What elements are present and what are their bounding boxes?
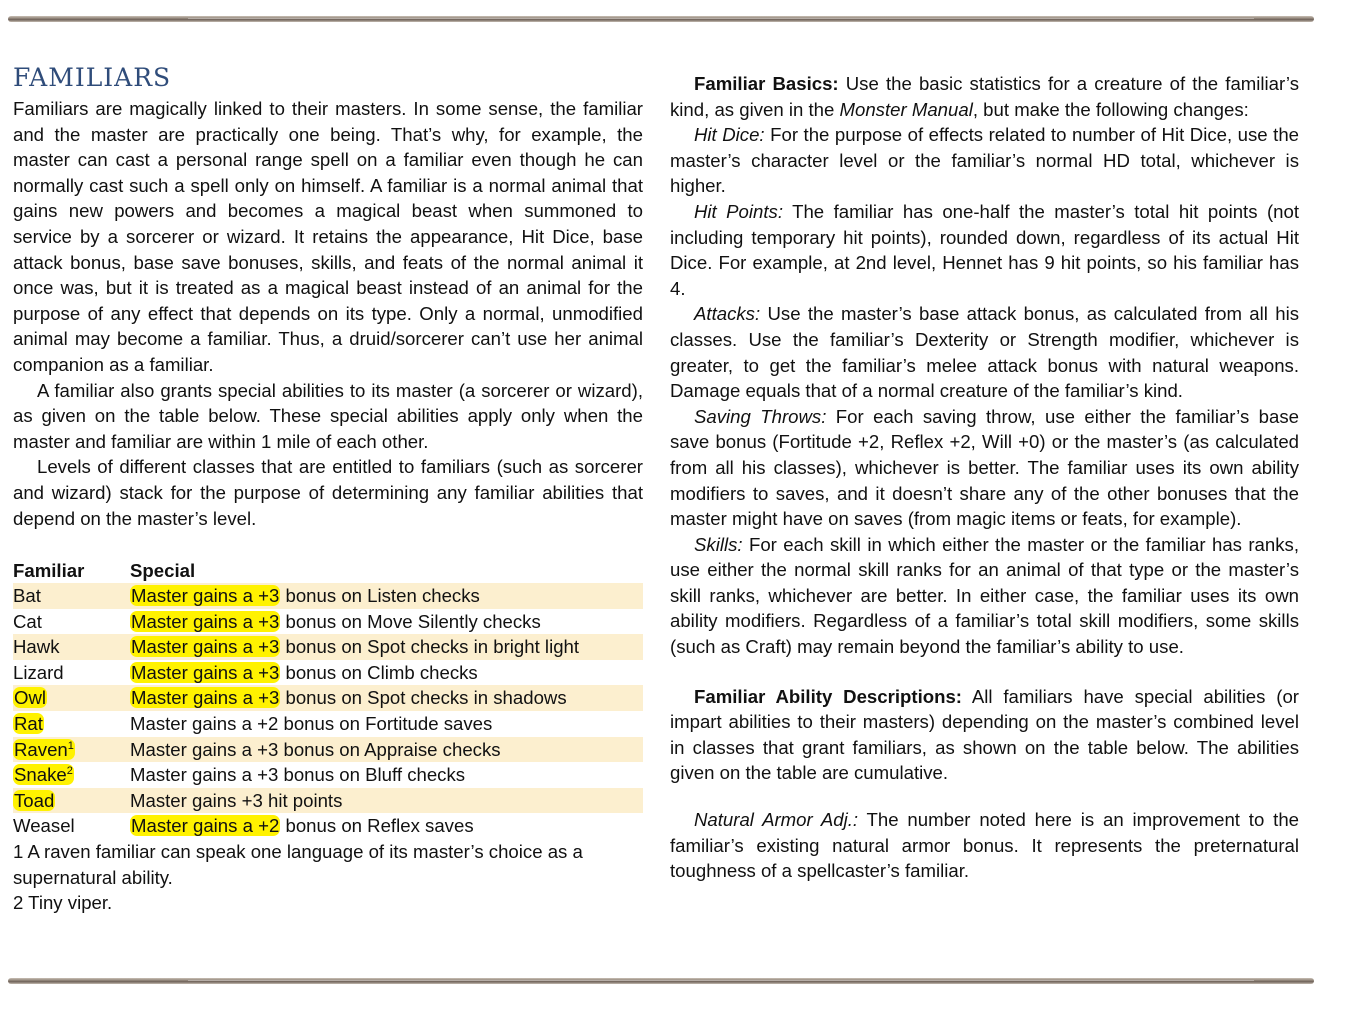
familiar-name: [13, 790, 55, 811]
familiar-name-text: Weasel: [13, 815, 75, 837]
familiar-name-cell: [13, 737, 130, 763]
familiar-basics-text-end: , but make the following changes:: [972, 98, 1249, 120]
special-cell: [130, 813, 643, 839]
familiar-name-text: Hawk: [13, 636, 60, 658]
familiar-name-cell: [13, 609, 130, 635]
hit-points-text: The familiar has one-half the master’s total hit points (not including temporary hit points), rounded down, regardless of its actual Hit Dice. For example, at 2nd level, Hennet has 9 hit points, so his familiar has 4.: [670, 200, 1299, 299]
saving-throws-paragraph: [670, 404, 1299, 532]
familiar-name-cell: [13, 788, 130, 814]
monster-manual-title: Monster Manual: [839, 98, 973, 120]
familiar-name: [13, 636, 60, 657]
left-column: [13, 62, 643, 916]
levels-paragraph: Levels of different classes that are entitled to familiars (such as sorcerer and wizard) stack for the purpose of determining any familiar abilities that depend on the master’s level.: [13, 456, 643, 529]
familiar-name-cell: [13, 634, 130, 660]
table-row: [13, 762, 643, 788]
ability-descriptions-label: Familiar Ability Descriptions:: [694, 685, 962, 707]
table-row: [13, 660, 643, 686]
highlighted-special-text: Master gains a +3: [131, 636, 280, 658]
familiar-name-text: Rat: [14, 713, 43, 735]
table-row: [13, 711, 643, 737]
special-cell: [130, 583, 643, 609]
right-column: [670, 71, 1299, 884]
familiar-table: [13, 557, 643, 839]
table-row: [13, 813, 643, 839]
special-cell: [130, 737, 643, 763]
table-row: [13, 634, 643, 660]
ability-descriptions-text: All familiars have special abilities (or impart abilities to their masters) depending on the master’s combined level in classes that grant familiars, as shown on the table below. The abilities given on the table are cumulative.: [670, 685, 1299, 784]
footnote-2: 2 Tiny viper.: [13, 892, 113, 914]
hit-dice-paragraph: [670, 122, 1299, 199]
special-text: bonus on Spot checks in shadows: [280, 687, 567, 709]
footnote-marker: 2: [66, 765, 73, 778]
familiar-name-text: Raven: [14, 738, 68, 760]
familiar-name-cell: [13, 583, 130, 609]
familiar-name-text: Toad: [14, 789, 55, 811]
special-cell: [130, 762, 643, 788]
familiar-name: [13, 687, 47, 708]
skills-label: Skills:: [694, 533, 743, 555]
special-text: Master gains a +3 bonus on Bluff checks: [130, 764, 466, 786]
familiar-name-text: Bat: [13, 585, 41, 607]
hit-points-paragraph: [670, 199, 1299, 301]
table-header-row: [13, 557, 643, 583]
familiar-name: [13, 739, 75, 760]
natural-armor-text: The number noted here is an improvement to the familiar’s existing natural armor bonus. It represents the preternatural toughness of a spellcaster’s familiar.: [670, 809, 1300, 882]
top-decorative-rule: [8, 16, 1314, 22]
special-text: bonus on Listen checks: [280, 585, 480, 607]
table-row: [13, 609, 643, 635]
natural-armor-label: Natural Armor Adj.:: [694, 809, 859, 831]
bottom-decorative-rule: [8, 978, 1314, 984]
ability-descriptions-paragraph: [670, 684, 1299, 786]
familiar-name-cell: [13, 762, 130, 788]
table-row: [13, 788, 643, 814]
highlighted-special-text: Master gains a +3: [131, 687, 280, 709]
special-text: bonus on Reflex saves: [280, 815, 474, 837]
skills-text: For each skill in which either the master or the familiar has ranks, use either the normal skill ranks for an animal of that type or the master’s skill ranks, whichever are better. In either case, the familiar uses its own ability modifiers. Regardless of a familiar’s total skill modifiers, some skills (such as Craft) may remain beyond the familiar’s ability to use.: [670, 533, 1299, 658]
special-text: Master gains +3 hit points: [130, 789, 343, 811]
highlighted-special-text: Master gains a +2: [131, 815, 280, 837]
special-text: Master gains a +2 bonus on Fortitude saves: [130, 713, 493, 735]
familiar-basics-text: Use the basic statistics for a creature of the familiar’s kind, as given in the: [670, 73, 1300, 120]
natural-armor-paragraph: [670, 807, 1299, 884]
highlighted-special-text: Master gains a +3: [131, 661, 280, 683]
hit-dice-label: Hit Dice:: [694, 124, 765, 146]
special-text: bonus on Climb checks: [280, 661, 478, 683]
attacks-label: Attacks:: [694, 303, 761, 325]
familiar-name-text: Owl: [14, 687, 47, 709]
header-special: Special: [130, 559, 196, 581]
familiar-name: [13, 713, 44, 734]
skills-paragraph: [670, 532, 1299, 660]
table-row: [13, 737, 643, 763]
abilities-paragraph: A familiar also grants special abilities to its master (a sorcerer or wizard), as given on the table below. These special abilities apply only when the master and familiar are within 1 mile of each other.: [13, 379, 643, 452]
special-text: Master gains a +3 bonus on Appraise checks: [130, 738, 501, 760]
familiar-name-text: Lizard: [13, 661, 64, 683]
special-text: bonus on Spot checks in bright light: [280, 636, 580, 658]
familiar-name-cell: [13, 711, 130, 737]
special-cell: [130, 711, 643, 737]
highlighted-special-text: Master gains a +3: [131, 610, 280, 632]
familiar-name-cell: [13, 660, 130, 686]
familiar-name: [13, 815, 75, 836]
footnote-marker: 1: [67, 739, 74, 752]
hit-dice-text: For the purpose of effects related to number of Hit Dice, use the master’s character level or the familiar’s normal HD total, whichever is higher.: [670, 124, 1299, 197]
hit-points-label: Hit Points:: [694, 200, 783, 222]
intro-paragraph: Familiars are magically linked to their masters. In some sense, the familiar and the master are practically one being. That’s why, for example, the master can cast a personal range spell on a familiar even though he can normally cast such a spell only on himself. A familiar is a normal animal that gains new powers and becomes a magical beast when summoned to service by a sorcerer or wizard. It retains the appearance, Hit Dice, base attack bonus, base save bonuses, skills, and feats of the normal animal it once was, but it is treated as a magical beast instead of an animal for the purpose of any effect that depends on its type. Only a normal, unmodified animal may become a familiar. Thus, a druid/sorcerer can’t use her animal companion as a familiar.: [13, 98, 643, 375]
attacks-paragraph: [670, 301, 1299, 403]
attacks-text: Use the master’s base attack bonus, as calculated from all his classes. Use the familiar’s Dexterity or Strength modifier, whichever is greater, to get the familiar’s melee attack bonus with natural weapons. Damage equals that of a normal creature of the familiar’s kind.: [670, 303, 1299, 402]
familiar-basics-label: Familiar Basics:: [694, 73, 839, 94]
special-cell: [130, 609, 643, 635]
familiar-name-cell: [13, 813, 130, 839]
table-row: [13, 583, 643, 609]
footnote-1: 1 A raven familiar can speak one language of its master’s choice as a supernatural ability.: [13, 841, 583, 888]
special-text: bonus on Move Silently checks: [280, 610, 541, 632]
familiar-name: [13, 611, 42, 632]
highlighted-special-text: Master gains a +3: [131, 585, 280, 607]
familiar-name: [13, 585, 41, 606]
familiar-name-text: Snake: [14, 764, 67, 786]
saving-throws-text: For each saving throw, use either the familiar’s base save bonus (Fortitude +2, Reflex +2, Will +0) or the master’s (as calculated from all his classes), whichever is better. The familiar uses its own ability modifiers to saves, and it doesn’t share any of the other bonuses that the master might have on saves (from magic items or feats, for example).: [670, 405, 1299, 530]
familiar-name-cell: [13, 685, 130, 711]
familiar-name-text: Cat: [13, 610, 42, 632]
special-cell: [130, 634, 643, 660]
special-cell: [130, 660, 643, 686]
familiar-basics-paragraph: [670, 71, 1299, 122]
familiar-table-body: [13, 583, 643, 839]
familiar-name: [13, 764, 74, 785]
familiar-name: [13, 662, 64, 683]
table-row: [13, 685, 643, 711]
special-cell: [130, 788, 643, 814]
header-familiar: Familiar: [13, 559, 85, 581]
special-cell: [130, 685, 643, 711]
saving-throws-label: Saving Throws:: [694, 405, 827, 427]
section-heading: FAMILIARS: [13, 63, 172, 92]
